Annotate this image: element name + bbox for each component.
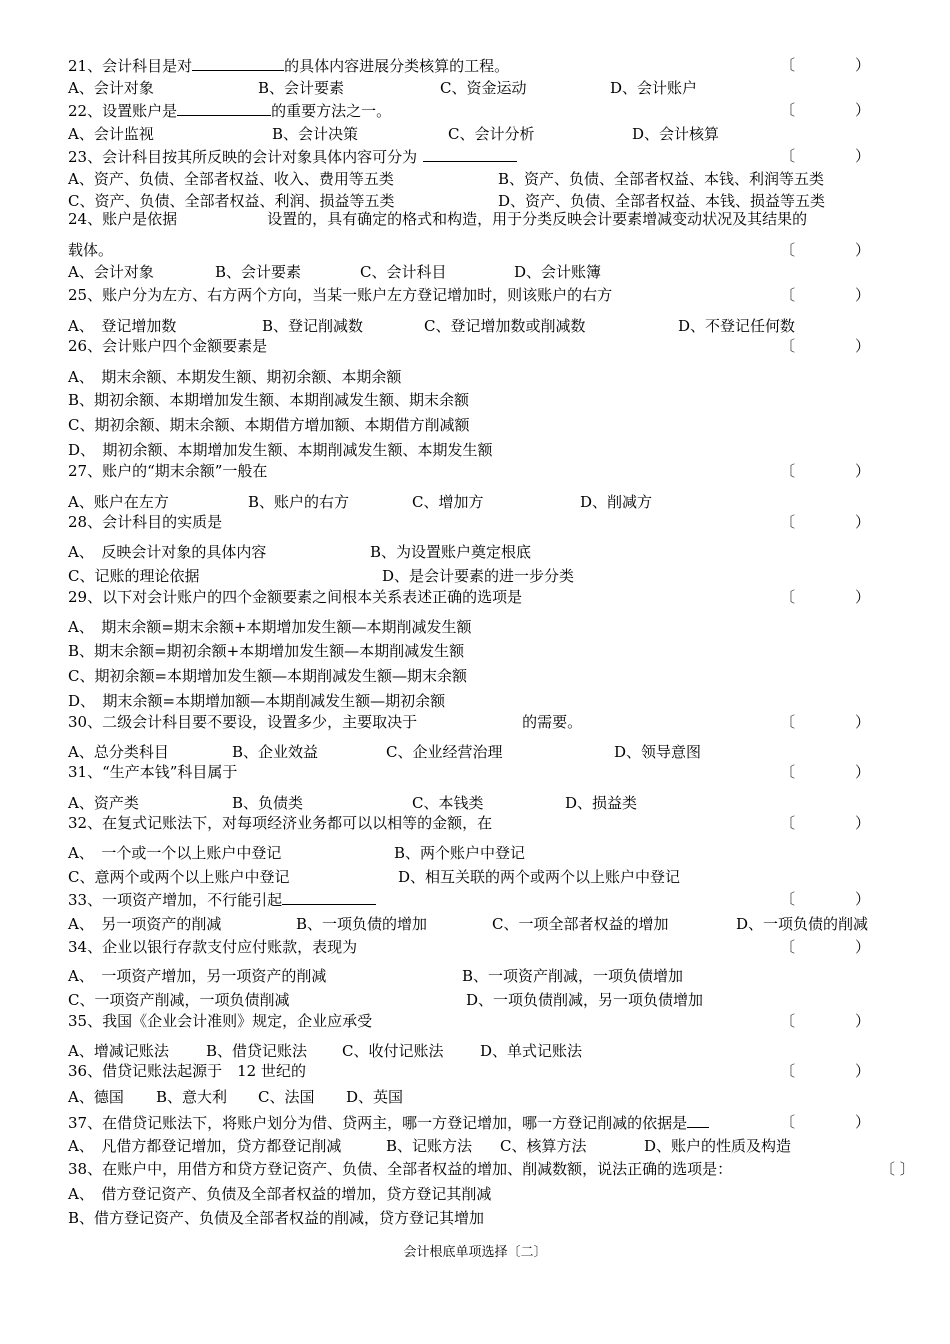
option-b: B、期初余额、本期增加发生额、本期削减发生额、期末余额 <box>68 391 470 409</box>
question-31-stem: 31、“生产本钱”科目属于 <box>68 763 238 781</box>
option-d: D、会计账簿 <box>514 263 602 281</box>
question-25-stem: 25、账户分为左方、右方两个方向，当某一账户左方登记增加时，则该账户的右方 <box>68 286 613 304</box>
answer-bracket: 〔 ） <box>780 1012 871 1030</box>
answer-bracket: 〔 ） <box>780 241 871 259</box>
option-c: C、一项全部者权益的增加 <box>492 915 669 933</box>
question-38-stem: 38、在账户中，用借方和贷方登记资产、负债、全部者权益的增加、削减数额，说法正确的选项是： <box>68 1160 733 1178</box>
question-34-stem: 34、企业以银行存款支付应付账款，表现为 <box>68 938 358 956</box>
question-23-stem: 23、会计科目按其所反映的会计对象具体内容可分为 <box>68 147 517 166</box>
option-a: A、会计监视 <box>68 125 154 143</box>
answer-bracket: 〔 ） <box>780 713 871 731</box>
option-b: B、会计决策 <box>272 125 359 143</box>
option-d: D、损益类 <box>565 794 638 812</box>
question-24-stem-cont: 载体。 <box>68 241 114 259</box>
option-a: A、 登记增加数 <box>68 317 177 335</box>
option-c: C、收付记账法 <box>342 1042 444 1060</box>
option-d: D、 期末余额=本期增加额—本期削减发生额—期初余额 <box>68 692 446 710</box>
option-b: B、记账方法 <box>386 1137 473 1155</box>
option-c: C、期初余额、期末余额、本期借方增加额、本期借方削减额 <box>68 416 470 434</box>
option-b: B、企业效益 <box>232 743 319 761</box>
option-c: C、一项资产削减，一项负债削减 <box>68 991 290 1009</box>
option-d: D、账户的性质及构造 <box>644 1137 792 1155</box>
answer-bracket: 〔 ） <box>780 286 871 304</box>
option-b: B、会计要素 <box>258 79 345 97</box>
option-b: B、借贷记账法 <box>206 1042 308 1060</box>
answer-bracket: 〔 ） <box>780 462 871 480</box>
answer-bracket: 〔 ） <box>780 513 871 531</box>
option-c: C、企业经营治理 <box>386 743 503 761</box>
option-c: C、期初余额=本期增加发生额—本期削减发生额—期末余额 <box>68 667 468 685</box>
option-d: D、削减方 <box>580 493 653 511</box>
option-d: D、 期初余额、本期增加发生额、本期削减发生额、本期发生额 <box>68 441 493 459</box>
option-a: A、增减记账法 <box>68 1042 169 1060</box>
answer-blank <box>177 101 271 116</box>
answer-blank <box>192 56 284 71</box>
question-29-stem: 29、以下对会计账户的四个金额要素之间根本关系表述正确的选项是 <box>68 588 523 606</box>
option-b: B、登记削减数 <box>262 317 364 335</box>
answer-bracket: 〔 ） <box>780 147 871 165</box>
option-a: A、 期末余额、本期发生额、期初余额、本期余额 <box>68 368 402 386</box>
option-d: D、英国 <box>346 1088 404 1106</box>
option-a: A、 期末余额=期末余额+本期增加发生额—本期削减发生额 <box>68 618 472 636</box>
answer-blank <box>423 147 517 162</box>
question-36-stem: 36、借贷记账法起源于 12 世纪的 <box>68 1062 306 1080</box>
question-37-stem: 37、在借贷记账法下，将账户划分为借、贷两主，哪一方登记增加，哪一方登记削减的依据是 <box>68 1113 709 1132</box>
question-26-stem: 26、会计账户四个金额要素是 <box>68 337 268 355</box>
question-22-stem: 22、设置账户是 的重要方法之一。 <box>68 102 392 120</box>
answer-bracket: 〔 ） <box>780 101 871 119</box>
option-a: A、 凡借方都登记增加，贷方都登记削减 <box>68 1137 342 1155</box>
answer-bracket: 〔 ） <box>780 814 871 832</box>
answer-bracket: 〔 ） <box>780 1062 871 1080</box>
option-b: B、期末余额=期初余额+本期增加发生额—本期削减发生额 <box>68 642 465 660</box>
option-c: C、本钱类 <box>412 794 484 812</box>
option-b: B、账户的右方 <box>248 493 350 511</box>
option-a: A、总分类科目 <box>68 743 169 761</box>
option-d: D、资产、负债、全部者权益、本钱、损益等五类 <box>498 192 826 210</box>
question-32-stem: 32、在复式记账法下，对每项经济业务都可以以相等的金额，在 <box>68 814 493 832</box>
option-b: B、一项负债的增加 <box>296 915 428 933</box>
option-c: C、会计科目 <box>360 263 447 281</box>
option-c: C、登记增加数或削减数 <box>424 317 586 335</box>
question-30-stem: 30、二级会计科目要不要设，设置多少，主要取决于 的需要。 <box>68 713 583 731</box>
question-27-stem: 27、账户的“期末余额”一般在 <box>68 462 268 480</box>
answer-bracket: 〔 〕 <box>880 1160 915 1178</box>
page-footer: 会计根底单项选择〔二〕 <box>403 1245 547 1260</box>
question-28-stem: 28、会计科目的实质是 <box>68 513 223 531</box>
question-33-stem: 33、一项资产增加，不行能引起 <box>68 890 376 909</box>
option-a: A、资产、负债、全部者权益、收入、费用等五类 <box>68 170 394 188</box>
option-a: A、 借方登记资产、负债及全部者权益的增加，贷方登记其削减 <box>68 1185 492 1203</box>
option-c: C、资产、负债、全部者权益、利润、损益等五类 <box>68 192 395 210</box>
option-b: B、资产、负债、全部者权益、本钱、利润等五类 <box>498 170 825 188</box>
answer-bracket: 〔 ） <box>780 938 871 956</box>
answer-blank <box>282 890 376 905</box>
answer-bracket: 〔 ） <box>780 337 871 355</box>
option-b: B、意大利 <box>156 1088 228 1106</box>
option-d: D、领导意图 <box>614 743 702 761</box>
option-b: B、一项资产削减，一项负债增加 <box>462 967 684 985</box>
question-21-stem: 21、会计科目是对 的具体内容进展分类核算的工程。 <box>68 57 510 75</box>
option-d: D、不登记任何数 <box>678 317 796 335</box>
option-c: C、法国 <box>258 1088 315 1106</box>
option-b: B、会计要素 <box>215 263 302 281</box>
option-c: C、资金运动 <box>440 79 527 97</box>
option-a: A、资产类 <box>68 794 139 812</box>
option-b: B、负债类 <box>232 794 304 812</box>
option-c: C、意两个或两个以上账户中登记 <box>68 868 290 886</box>
question-24-stem: 24、账户是依据 设置的，具有确定的格式和构造，用于分类反映会计要素增减变动状况及其结果的 <box>68 210 808 228</box>
answer-bracket: 〔 ） <box>780 890 871 908</box>
option-d: D、会计核算 <box>632 125 720 143</box>
option-d: D、一项负债的削减 <box>736 915 869 933</box>
option-c: C、记账的理论依据 <box>68 567 200 585</box>
answer-blank <box>687 1113 709 1128</box>
option-c: C、增加方 <box>412 493 484 511</box>
option-d: D、是会计要素的进一步分类 <box>382 567 575 585</box>
option-c: C、核算方法 <box>500 1137 587 1155</box>
option-a: A、 另一项资产的削减 <box>68 915 222 933</box>
option-c: C、会计分析 <box>448 125 535 143</box>
answer-bracket: 〔 ） <box>780 763 871 781</box>
option-a: A、 反映会计对象的具体内容 <box>68 543 267 561</box>
option-b: B、借方登记资产、负债及全部者权益的削减，贷方登记其增加 <box>68 1209 485 1227</box>
option-d: D、单式记账法 <box>480 1042 583 1060</box>
option-d: D、相互关联的两个或两个以上账户中登记 <box>398 868 681 886</box>
option-d: D、会计账户 <box>610 79 698 97</box>
question-35-stem: 35、我国《企业会计准则》规定，企业应承受 <box>68 1012 373 1030</box>
option-d: D、一项负债削减，另一项负债增加 <box>466 991 704 1009</box>
option-a: A、德国 <box>68 1088 124 1106</box>
option-a: A、会计对象 <box>68 263 154 281</box>
option-b: B、为设置账户奠定根底 <box>370 543 532 561</box>
answer-bracket: 〔 ） <box>780 588 871 606</box>
option-a: A、会计对象 <box>68 79 154 97</box>
answer-bracket: 〔 ） <box>780 56 871 74</box>
option-b: B、两个账户中登记 <box>394 844 526 862</box>
option-a: A、 一个或一个以上账户中登记 <box>68 844 282 862</box>
option-a: A、账户在左方 <box>68 493 169 511</box>
answer-bracket: 〔 ） <box>780 1113 871 1131</box>
option-a: A、 一项资产增加，另一项资产的削减 <box>68 967 327 985</box>
